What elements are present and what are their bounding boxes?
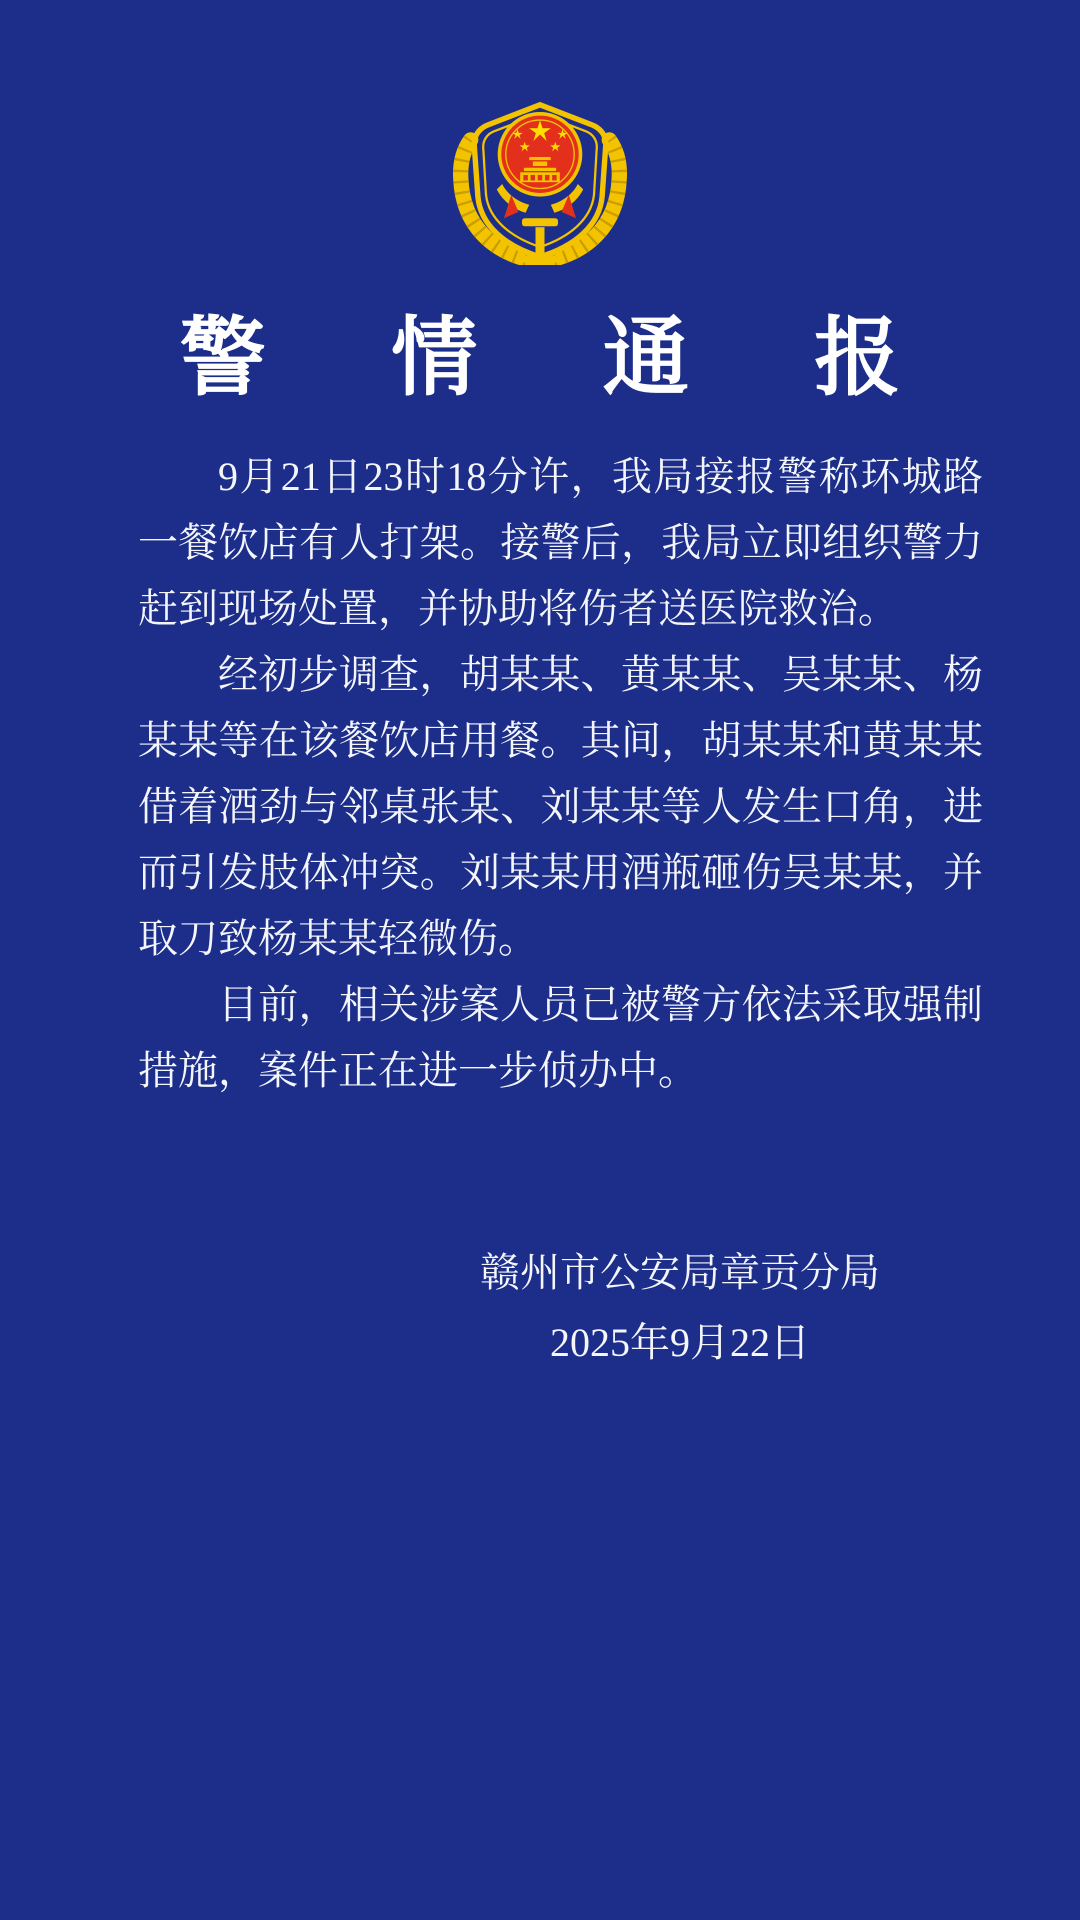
issue-date: 2025年9月22日: [550, 1320, 810, 1365]
police-badge-icon: [450, 94, 630, 265]
notice-paragraph-1: 9月21日23时18分许，我局接报警称环城路一餐饮店有人打架。接警后，我局立即组织警力赶到现场处置，并协助将伤者送医院救治。: [138, 454, 983, 631]
notice-body: [138, 444, 983, 1104]
notice-paragraph-2: 经初步调查，胡某某、黄某某、吴某某、杨某某等在该餐饮店用餐。其间，胡某某和黄某某借着酒劲与邻桌张某、刘某某等人发生口角，进而引发肢体冲突。刘某某用酒瓶砸伤吴某某，并取刀致杨某某轻微伤。: [138, 652, 983, 961]
signature-block: [280, 1238, 1080, 1378]
notice-paragraph-3: 目前，相关涉案人员已被警方依法采取强制措施，案件正在进一步侦办中。: [138, 982, 983, 1093]
issuer-signature: 赣州市公安局章贡分局: [480, 1250, 880, 1295]
notice-title: 警 情 通 报: [179, 310, 953, 406]
